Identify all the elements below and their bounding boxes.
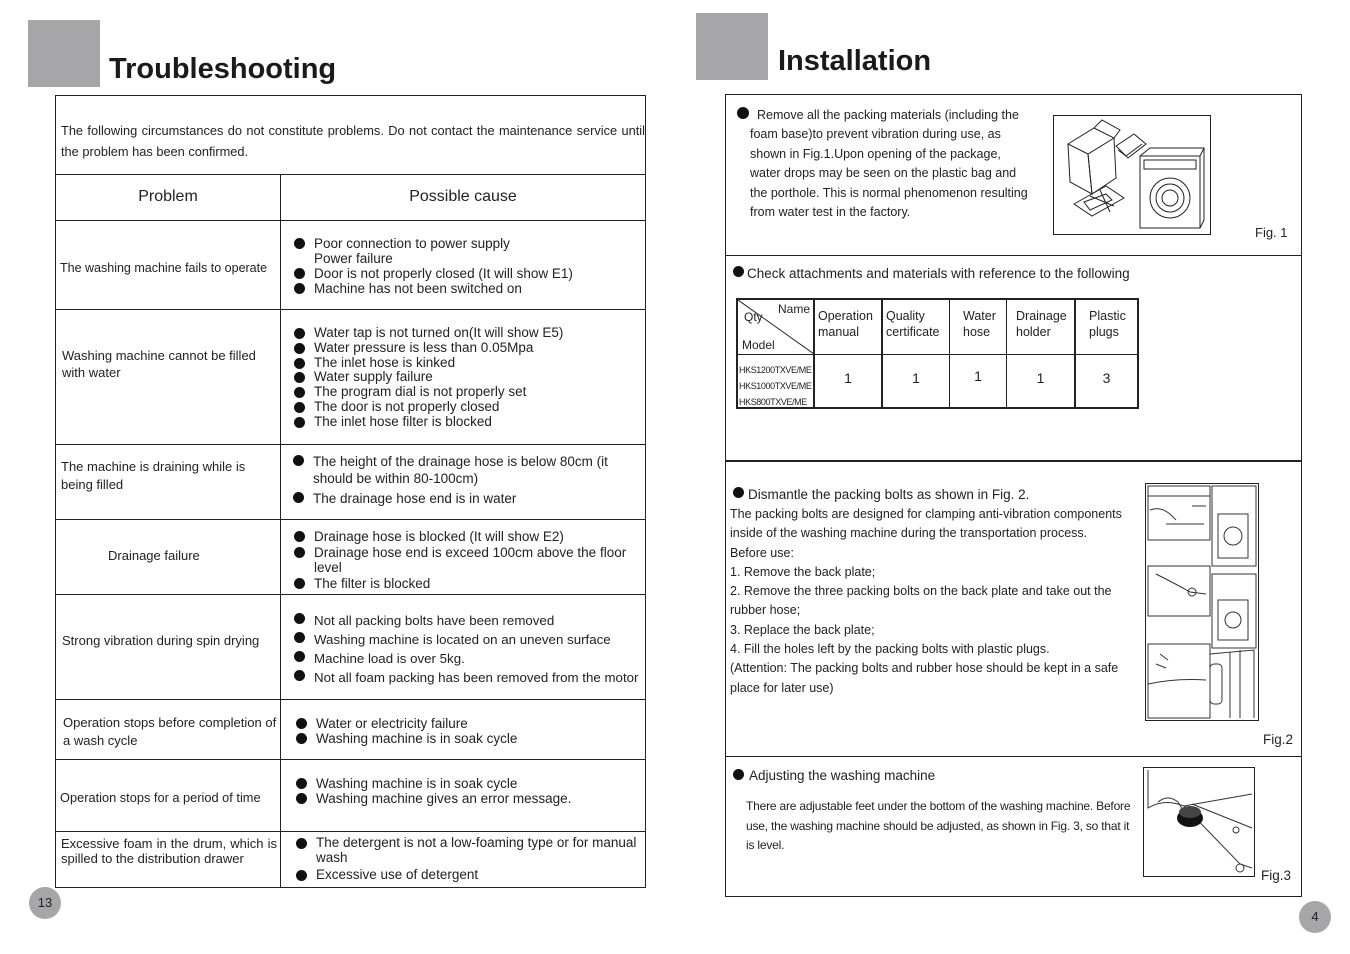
cause-list <box>294 236 644 296</box>
cause-list <box>296 836 641 883</box>
cause-item: Poor connection to power supply Power failure <box>294 236 644 266</box>
section4-heading: Adjusting the washing machine <box>749 768 936 783</box>
cause-list <box>296 776 636 806</box>
page-number: 4 <box>1299 901 1331 933</box>
fig1-caption: Fig. 1 <box>1255 225 1288 240</box>
fig1-image <box>1053 115 1211 235</box>
bullet <box>733 769 744 780</box>
section-marker <box>696 13 768 80</box>
problem-cell: Excessive foam in the drum, which is spilled to the distribution drawer <box>61 836 277 866</box>
cause-list <box>294 611 646 687</box>
table-corner-qty: Qty <box>744 310 763 324</box>
cause-item: Washing machine is in soak cycle <box>296 731 636 746</box>
cause-list <box>294 326 644 430</box>
fig3-caption: Fig.3 <box>1261 868 1292 883</box>
cause-header: Possible cause <box>409 188 517 205</box>
bullet <box>733 266 744 277</box>
page-title: Troubleshooting <box>109 53 337 85</box>
bullet <box>733 487 744 498</box>
cause-item: Not all packing bolts have been removed <box>294 611 646 630</box>
section2-heading: Check attachments and materials with reference to the following <box>747 266 1130 281</box>
cause-item: Water supply failure <box>294 370 644 385</box>
cause-item: Washing machine is located on an uneven surface <box>294 630 646 649</box>
problem-cell: The washing machine fails to operate <box>60 261 268 275</box>
table-col-header: Water hose <box>963 309 996 339</box>
table-value: 1 <box>1036 370 1045 386</box>
table-col-header: Plastic plugs <box>1089 309 1126 339</box>
page-number: 13 <box>29 887 61 919</box>
table-corner-name: Name <box>778 302 811 316</box>
section1-text: Remove all the packing materials (including the foam base)to prevent vibration during use, as shown in Fig.1.Upon opening of the package, water drops may be seen on the plastic bag and the porthole. This is normal phenomenon resulting from water test in the factory. <box>750 108 1028 220</box>
fig3-image <box>1143 767 1255 877</box>
cause-list <box>293 453 633 507</box>
cause-item: Drainage hose end is exceed 100cm above the floor level <box>294 545 644 576</box>
cause-item: The door is not properly closed <box>294 400 644 415</box>
cause-item: The drainage hose end is in water <box>293 490 633 507</box>
cause-item: Water or electricity failure <box>296 716 636 731</box>
cause-item: Machine has not been switched on <box>294 281 644 296</box>
cause-item: The inlet hose filter is blocked <box>294 415 644 430</box>
table-col-header: Drainage holder <box>1016 309 1067 339</box>
intro-text: The following circumstances do not constitute problems. Do not contact the maintenance service until the problem has been confirmed. <box>61 123 645 159</box>
problem-cell: Operation stops for a period of time <box>60 790 261 805</box>
cause-item: Not all foam packing has been removed from the motor <box>294 668 646 687</box>
section3-text: The packing bolts are designed for clamping anti-vibration components inside of the washing machine during the transportation process. Before use: 1. Remove the back plate; 2. Remove the three packing bolts on the back plate and take out the rubber hose; 3. Replace the back plate; 4. Fill the holes left by the packing bolts with plastic plugs. (Attention: The packing bolts and rubber hose should be kept in a safe place for later use) <box>730 507 1122 695</box>
cause-item: The detergent is not a low-foaming type or for manual wash <box>296 836 641 865</box>
table-value: 1 <box>912 370 920 386</box>
table-corner-model: Model <box>742 338 775 352</box>
cause-list <box>294 529 644 591</box>
problem-cell: Strong vibration during spin drying <box>62 633 260 648</box>
section3-heading: Dismantle the packing bolts as shown in Fig. 2. <box>748 487 1030 502</box>
cause-item: Washing machine gives an error message. <box>296 791 636 806</box>
cause-item: The inlet hose is kinked <box>294 356 644 371</box>
table-models: HKS1200TXVE/ME HKS1000TXVE/ME HKS800TXVE/ME <box>739 365 812 407</box>
cause-item: The filter is blocked <box>294 576 644 592</box>
problem-cell: The machine is draining while is being filled <box>61 459 246 492</box>
attachments-table <box>736 298 1139 409</box>
cause-item: Washing machine is in soak cycle <box>296 776 636 791</box>
cause-item: Drainage hose is blocked (It will show E2) <box>294 529 644 545</box>
table-col-header: Operation manual <box>818 309 873 339</box>
cause-item: The height of the drainage hose is below 80cm (it should be within 80-100cm) <box>293 453 633 487</box>
page-title: Installation <box>778 45 932 77</box>
table-value: 3 <box>1102 370 1111 386</box>
table-value: 1 <box>974 368 982 384</box>
problem-header: Problem <box>138 188 198 205</box>
fig2-caption: Fig.2 <box>1263 732 1294 747</box>
bullet <box>737 107 749 119</box>
section-marker <box>28 20 100 87</box>
cause-item: Water pressure is less than 0.05Mpa <box>294 341 644 356</box>
cause-item: Machine load is over 5kg. <box>294 649 646 668</box>
fig2-image <box>1145 483 1259 721</box>
problem-cell: Drainage failure <box>108 548 200 563</box>
table-value: 1 <box>844 370 852 386</box>
table-col-header: Quality certificate <box>886 309 940 339</box>
section4-text: There are adjustable feet under the bottom of the washing machine. Before use, the washing machine should be adjusted, as shown in Fig. 3, so that it is level. <box>746 799 1131 852</box>
cause-item: Door is not properly closed (It will show E1) <box>294 266 644 281</box>
cause-item: Excessive use of detergent <box>296 868 641 883</box>
problem-cell: Operation stops before completion of a wash cycle <box>63 715 277 748</box>
cause-item: The program dial is not properly set <box>294 385 644 400</box>
problem-cell: Washing machine cannot be filled with water <box>62 348 256 380</box>
cause-list <box>296 716 636 746</box>
cause-item: Water tap is not turned on(It will show E5) <box>294 326 644 341</box>
